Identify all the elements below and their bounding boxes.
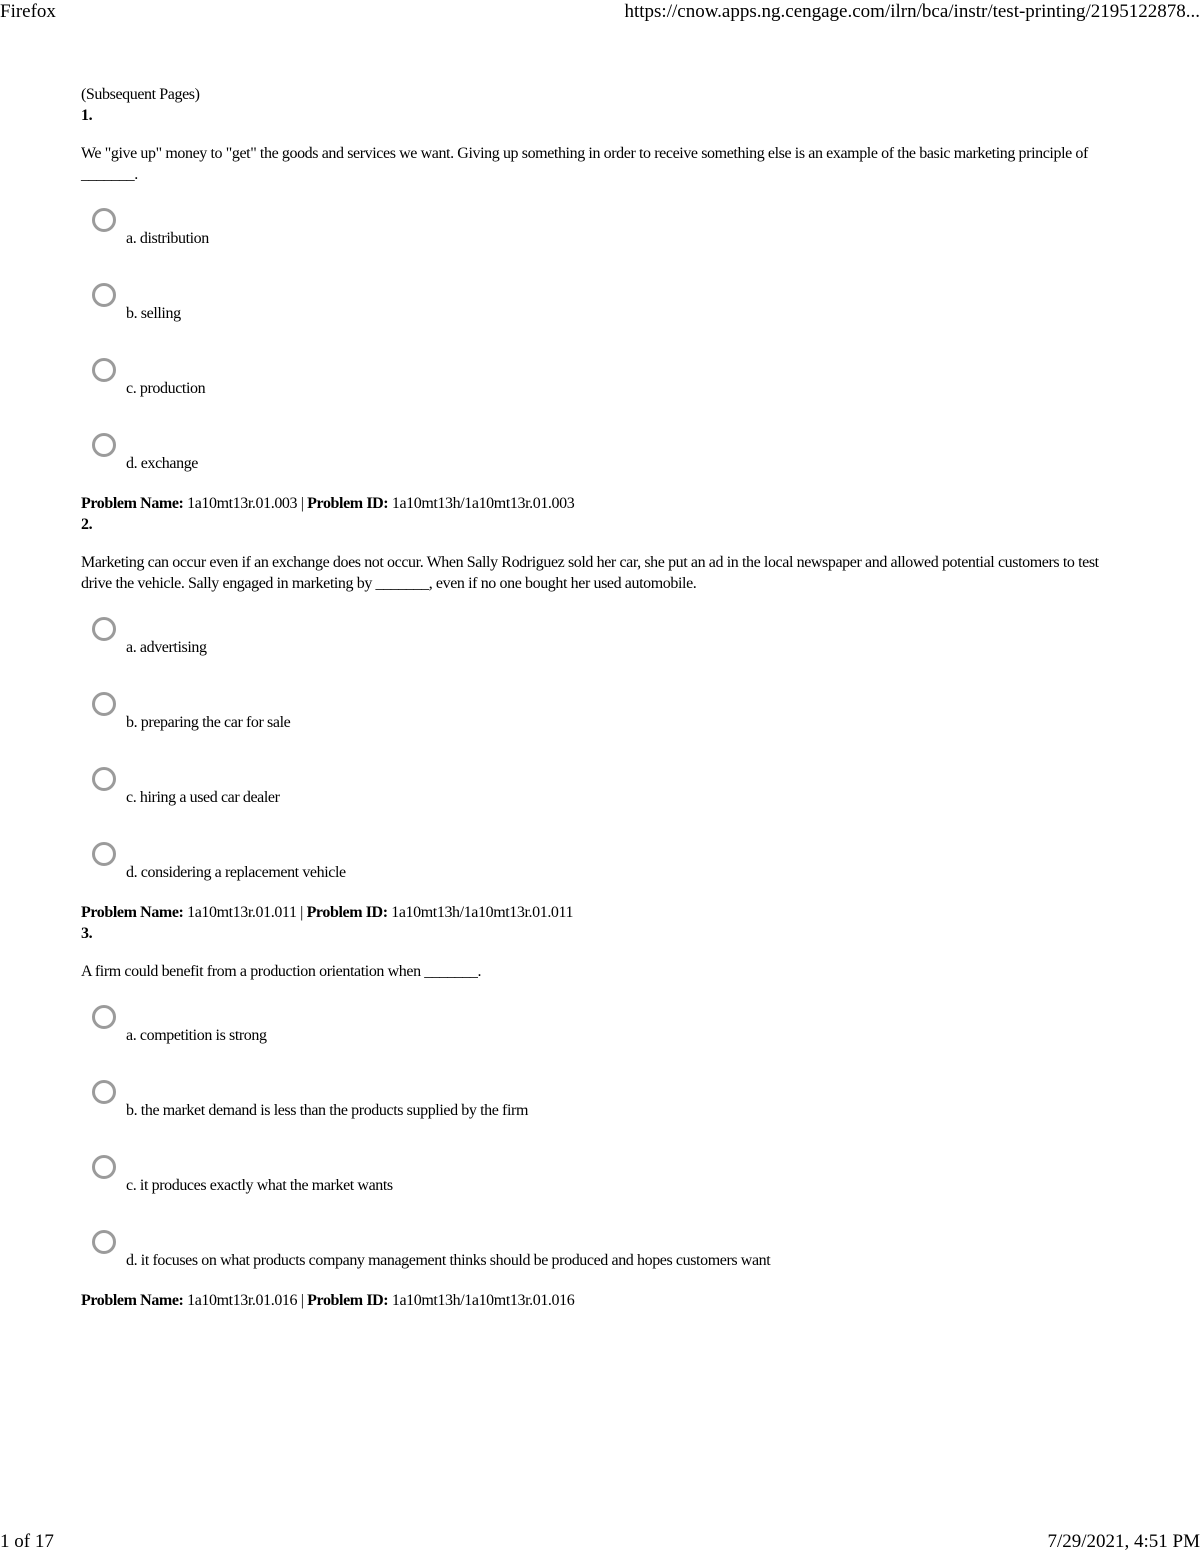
question-2 [81, 514, 1121, 923]
meta-separator: | [297, 495, 308, 512]
radio-button[interactable] [92, 617, 116, 641]
problem-id-label: Problem ID: [307, 1292, 389, 1309]
problem-id-value: 1a10mt13h/1a10mt13r.01.003 [391, 495, 575, 512]
test-document [81, 84, 1121, 1311]
answer-option-a[interactable] [81, 204, 1121, 279]
answer-option-b[interactable] [81, 688, 1121, 763]
option-label: d. considering a replacement vehicle [126, 864, 346, 881]
radio-button[interactable] [92, 842, 116, 866]
problem-name-value: 1a10mt13r.01.003 [187, 495, 298, 512]
radio-button[interactable] [92, 692, 116, 716]
option-label: d. it focuses on what products company management thinks should be produced and hopes customers want [126, 1252, 771, 1269]
answer-options [81, 204, 1121, 504]
question-text: Marketing can occur even if an exchange does not occur. When Sally Rodriguez sold her car, she put an ad in the local newspaper and allowed potential customers to test drive the vehicle. Sally engaged in marketing by _______, even if no one bought her used automobile. [81, 554, 1099, 592]
answer-option-b[interactable] [81, 279, 1121, 354]
radio-button[interactable] [92, 283, 116, 307]
option-label: d. exchange [126, 455, 199, 472]
problem-name-value: 1a10mt13r.01.011 [187, 904, 297, 921]
option-label: a. advertising [126, 639, 207, 656]
radio-button[interactable] [92, 767, 116, 791]
problem-id-label: Problem ID: [307, 495, 389, 512]
print-datetime: 7/29/2021, 4:51 PM [1047, 1531, 1200, 1552]
browser-name: Firefox [0, 1, 56, 22]
answer-options [81, 1001, 1121, 1301]
radio-button[interactable] [92, 1080, 116, 1104]
problem-id-value: 1a10mt13h/1a10mt13r.01.011 [391, 904, 574, 921]
radio-button[interactable] [92, 1155, 116, 1179]
answer-option-d[interactable] [81, 429, 1121, 504]
answer-option-c[interactable] [81, 354, 1121, 429]
answer-option-d[interactable] [81, 838, 1121, 913]
meta-separator: | [296, 904, 307, 921]
radio-button[interactable] [92, 433, 116, 457]
question-text: We "give up" money to "get" the goods and services we want. Giving up something in order to receive something else is an example of the basic marketing principle of _______. [81, 145, 1088, 183]
question-3 [81, 923, 1121, 1311]
answer-option-c[interactable] [81, 1151, 1121, 1226]
option-label: a. competition is strong [126, 1027, 267, 1044]
radio-button[interactable] [92, 1230, 116, 1254]
answer-option-d[interactable] [81, 1226, 1121, 1301]
radio-button[interactable] [92, 1005, 116, 1029]
page-url: https://cnow.apps.ng.cengage.com/ilrn/bca/instr/test-printing/2195122878... [624, 1, 1200, 22]
problem-id-value: 1a10mt13h/1a10mt13r.01.016 [391, 1292, 575, 1309]
problem-name-value: 1a10mt13r.01.016 [187, 1292, 298, 1309]
problem-name-label: Problem Name: [81, 904, 184, 921]
radio-button[interactable] [92, 208, 116, 232]
question-number: 1. [81, 107, 93, 124]
option-label: c. hiring a used car dealer [126, 789, 280, 806]
option-label: b. preparing the car for sale [126, 714, 291, 731]
option-label: c. production [126, 380, 206, 397]
option-label: b. selling [126, 305, 181, 322]
problem-name-label: Problem Name: [81, 1292, 184, 1309]
answer-option-a[interactable] [81, 613, 1121, 688]
answer-options [81, 613, 1121, 913]
question-text: A firm could benefit from a production orientation when _______. [81, 963, 482, 980]
meta-separator: | [297, 1292, 308, 1309]
question-1 [81, 105, 1121, 514]
question-number: 3. [81, 925, 93, 942]
option-label: c. it produces exactly what the market wants [126, 1177, 393, 1194]
problem-name-label: Problem Name: [81, 495, 184, 512]
radio-button[interactable] [92, 358, 116, 382]
question-number: 2. [81, 516, 93, 533]
answer-option-b[interactable] [81, 1076, 1121, 1151]
page-indicator: 1 of 17 [0, 1531, 54, 1552]
option-label: a. distribution [126, 230, 209, 247]
option-label: b. the market demand is less than the products supplied by the firm [126, 1102, 528, 1119]
answer-option-c[interactable] [81, 763, 1121, 838]
answer-option-a[interactable] [81, 1001, 1121, 1076]
subsequent-pages-label: (Subsequent Pages) [81, 86, 200, 103]
problem-id-label: Problem ID: [306, 904, 388, 921]
